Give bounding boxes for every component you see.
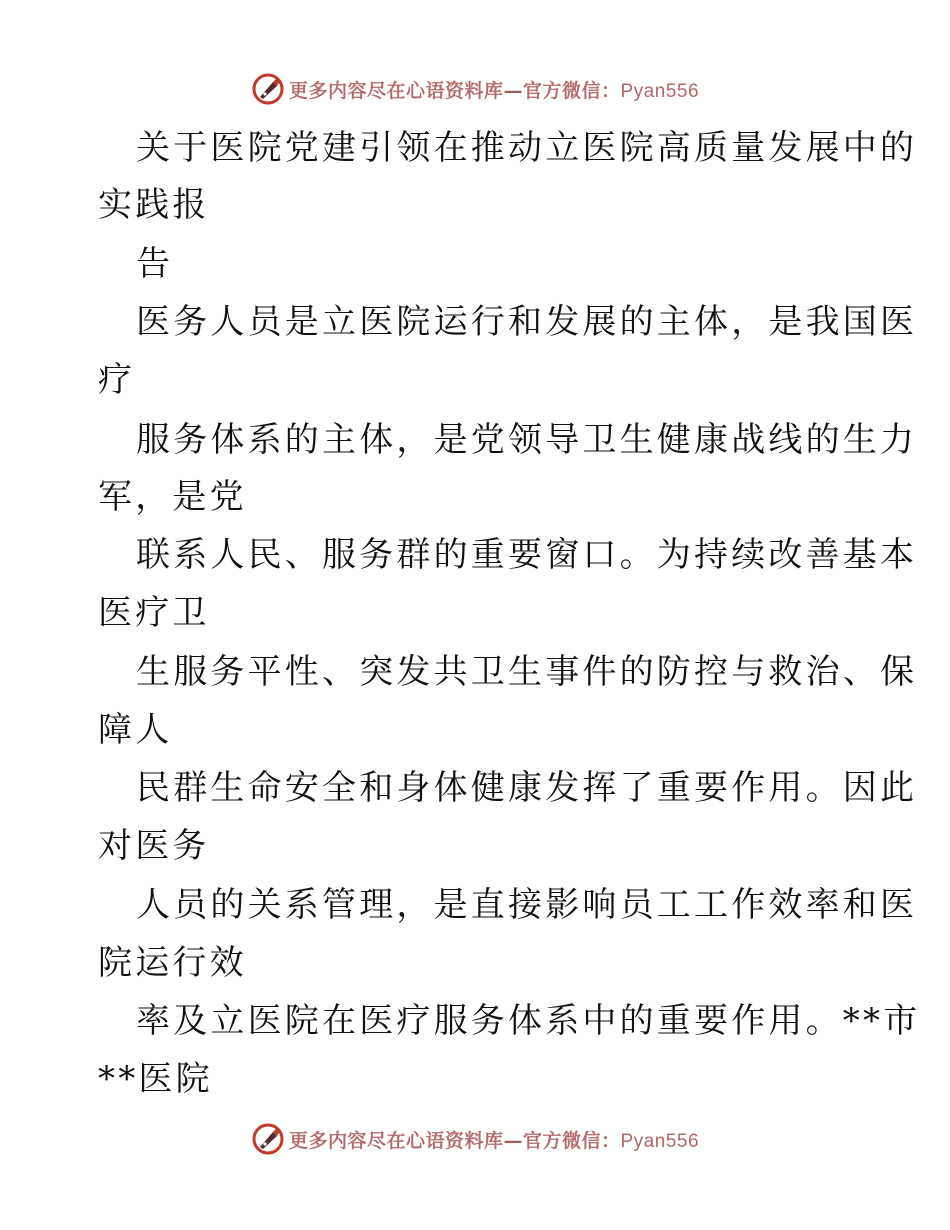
doc-paragraph-line: 疗: [98, 360, 136, 400]
doc-paragraph-line: 军，是党: [98, 477, 247, 517]
doc-paragraph-line: 障人: [98, 710, 173, 750]
pen-nib-logo-icon: [251, 1122, 285, 1156]
pen-nib-logo-icon: [251, 72, 285, 106]
doc-paragraph-line: 人员的关系管理，是直接影响员工工作效率和医: [136, 885, 918, 925]
footer-banner: [0, 1122, 950, 1156]
header-banner-wechat-label: 官方微信：: [522, 79, 621, 102]
footer-banner-text: [289, 1126, 699, 1153]
doc-paragraph-line: 率及立医院在医疗服务体系中的重要作用。**市: [136, 1001, 921, 1041]
header-banner-wechat-id: Pyan556: [620, 80, 700, 102]
doc-title-line-3: 告: [136, 244, 174, 284]
doc-paragraph-line: 医疗卫: [98, 593, 210, 633]
header-banner-main: 更多内容尽在心语资料库: [288, 79, 504, 102]
footer-banner-wechat-id: Pyan556: [620, 1130, 700, 1152]
footer-banner-wechat-label: 官方微信：: [522, 1129, 621, 1152]
doc-title-line-2: 实践报: [98, 185, 210, 225]
doc-title-line-1: 关于医院党建引领在推动立医院高质量发展中的: [136, 128, 918, 168]
doc-paragraph-line: **医院: [98, 1059, 213, 1099]
doc-paragraph-line: 民群生命安全和身体健康发挥了重要作用。因此: [136, 768, 918, 808]
doc-paragraph-line: 联系人民、服务群的重要窗口。为持续改善基本: [136, 535, 918, 575]
doc-paragraph-line: 生服务平性、突发共卫生事件的防控与救治、保: [136, 652, 918, 692]
header-banner-text: [289, 76, 699, 103]
footer-banner-main: 更多内容尽在心语资料库: [288, 1129, 504, 1152]
doc-paragraph-line: 院运行效: [98, 943, 247, 983]
header-banner-separator: —: [503, 79, 523, 102]
doc-paragraph-line: 对医务: [98, 826, 210, 866]
footer-banner-separator: —: [503, 1129, 523, 1152]
doc-paragraph-line: 服务体系的主体，是党领导卫生健康战线的生力: [136, 420, 918, 460]
header-banner: [0, 72, 950, 106]
doc-paragraph-line: 医务人员是立医院运行和发展的主体，是我国医: [136, 302, 918, 342]
